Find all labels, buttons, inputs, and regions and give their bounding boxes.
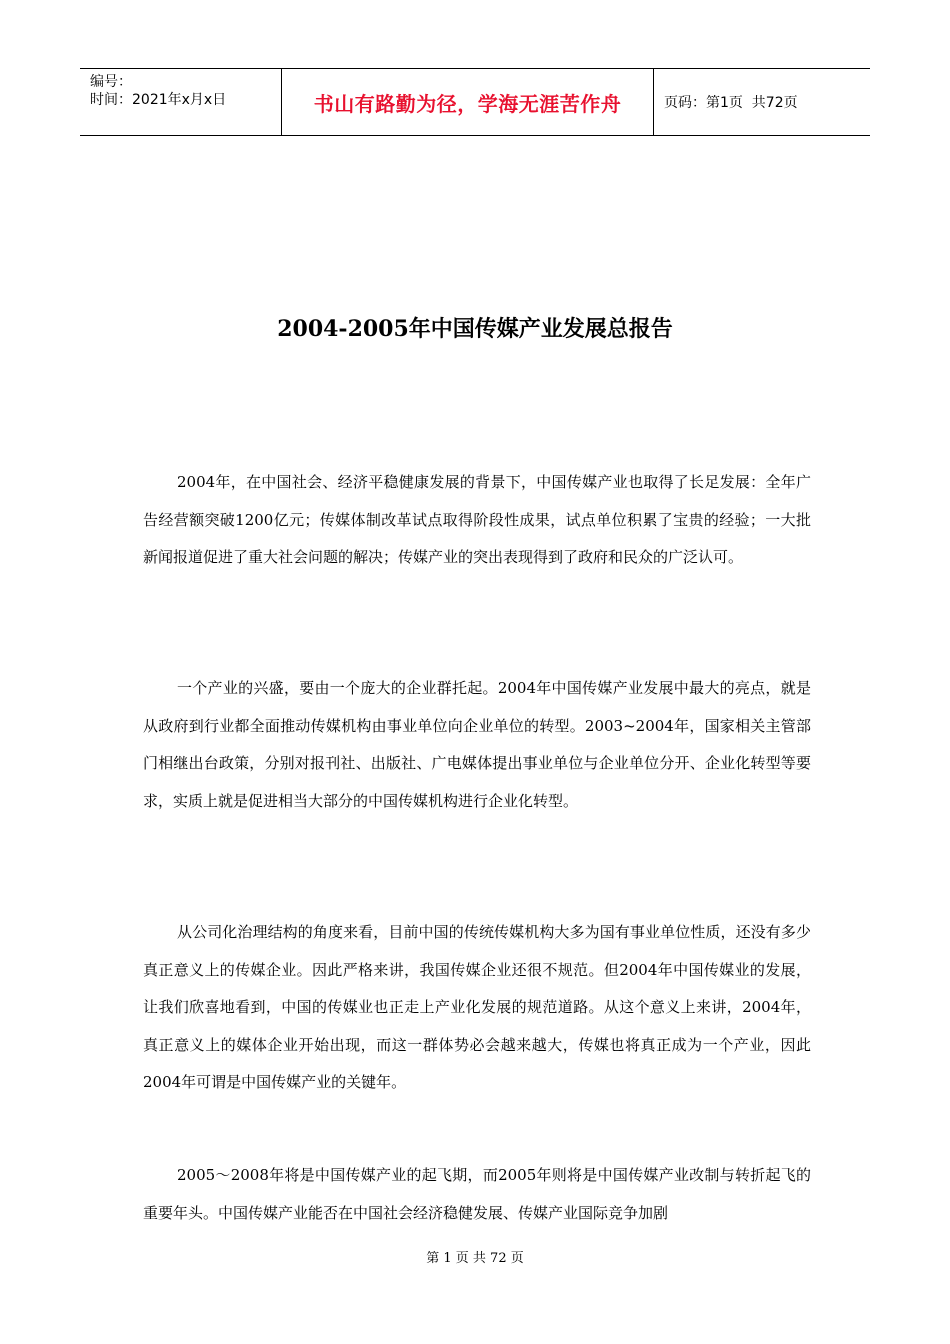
document-title: 2004-2005年中国传媒产业发展总报告: [277, 316, 673, 342]
body-paragraph: 2004年，在中国社会、经济平稳健康发展的背景下，中国传媒产业也取得了长足发展：全年广告经营额突破1200亿元；传媒体制改革试点取得阶段性成果，试点单位积累了宝贵的经验；一大批新闻报道促进了重大社会问题的解决；传媒产业的突出表现得到了政府和民众的广泛认可。: [143, 473, 811, 566]
page-footer: 第 1 页 共 72 页: [426, 1251, 524, 1266]
header-motto-cell: [282, 69, 654, 135]
header-motto: 书山有路勤为径，学海无涯苦作舟: [313, 91, 622, 116]
document-header: [80, 68, 870, 136]
body-paragraph: 从公司化治理结构的角度来看，目前中国的传统传媒机构大多为国有事业单位性质，还没有多少真正意义上的传媒企业。因此严格来讲，我国传媒企业还很不规范。但2004年中国传媒业的发展，让我们欣喜地看到，中国的传媒业也正走上产业化发展的规范道路。从这个意义上来讲，2004年，真正意义上的媒体企业开始出现，而这一群体势必会越来越大，传媒也将真正成为一个产业，因此2004年可谓是中国传媒产业的关键年。: [143, 923, 811, 1091]
number-label: 编号：: [90, 74, 132, 90]
header-page-info: 页码：第1页 共72页: [664, 95, 798, 111]
header-page-cell: [654, 69, 870, 135]
body-paragraph: 2005～2008年将是中国传媒产业的起飞期，而2005年则将是中国传媒产业改制与转折起飞的重要年头。中国传媒产业能否在中国社会经济稳健发展、传媒产业国际竞争加剧: [143, 1166, 811, 1222]
header-meta-cell: [80, 69, 282, 135]
time-label: 时间：2021年x月x日: [90, 92, 227, 108]
body-paragraph: 一个产业的兴盛，要由一个庞大的企业群托起。2004年中国传媒产业发展中最大的亮点，就是从政府到行业都全面推动传媒机构由事业单位向企业单位的转型。2003~2004年，国家相关主管部门相继出台政策，分别对报刊社、出版社、广电媒体提出事业单位与企业单位分开、企业化转型等要求，实质上就是促进相当大部分的中国传媒机构进行企业化转型。: [143, 679, 811, 810]
